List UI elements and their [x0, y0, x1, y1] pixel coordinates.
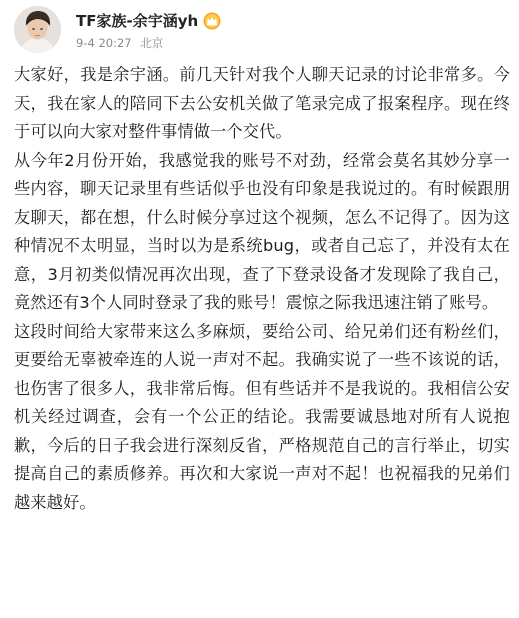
- post-meta: [76, 35, 163, 51]
- post-location: 北京: [140, 36, 164, 50]
- author-name[interactable]: TF家族-余宇涵yh: [76, 12, 199, 30]
- post-paragraph-1: 大家好，我是余宇涵。前几天针对我个人聊天记录的讨论非常多。今天，我在家人的陪同下去公安机关做了笔录完成了报案程序。现在终于可以向大家对整件事情做一个交代。: [14, 65, 510, 141]
- post-paragraph-2: 从今年2月份开始，我感觉我的账号不对劲，经常会莫名其妙分享一些内容，聊天记录里有些话似乎也没有印象是我说过的。有时候跟朋友聊天，都在想，什么时候分享过这个视频，怎么不记得了。因为这种情况不太明显，当时以为是系统bug，或者自己忘了，并没有太在意，3月初类似情况再次出现，查了下登录设备才发现除了我自己，竟然还有3个人同时登录了我的账号！震惊之际我迅速注销了账号。: [14, 150, 510, 312]
- avatar[interactable]: [14, 6, 61, 53]
- crown-badge-icon: [203, 12, 221, 30]
- author-row: [76, 10, 221, 31]
- post-content: [14, 61, 510, 517]
- post-header: [0, 0, 519, 62]
- avatar-image: [14, 6, 61, 53]
- post-paragraph-3: 这段时间给大家带来这么多麻烦，要给公司、给兄弟们还有粉丝们，更要给无辜被牵连的人说一声对不起。我确实说了一些不该说的话，也伤害了很多人，我非常后悔。但有些话并不是我说的。我相信公安机关经过调查，会有一个公正的结论。我需要诚恳地对所有人说抱歉，今后的日子我会进行深刻反省，严格规范自己的言行举止，切实提高自己的素质修养。再次和大家说一声对不起！也祝福我的兄弟们越来越好。: [14, 321, 510, 512]
- post-time: 9-4 20:27: [76, 36, 132, 50]
